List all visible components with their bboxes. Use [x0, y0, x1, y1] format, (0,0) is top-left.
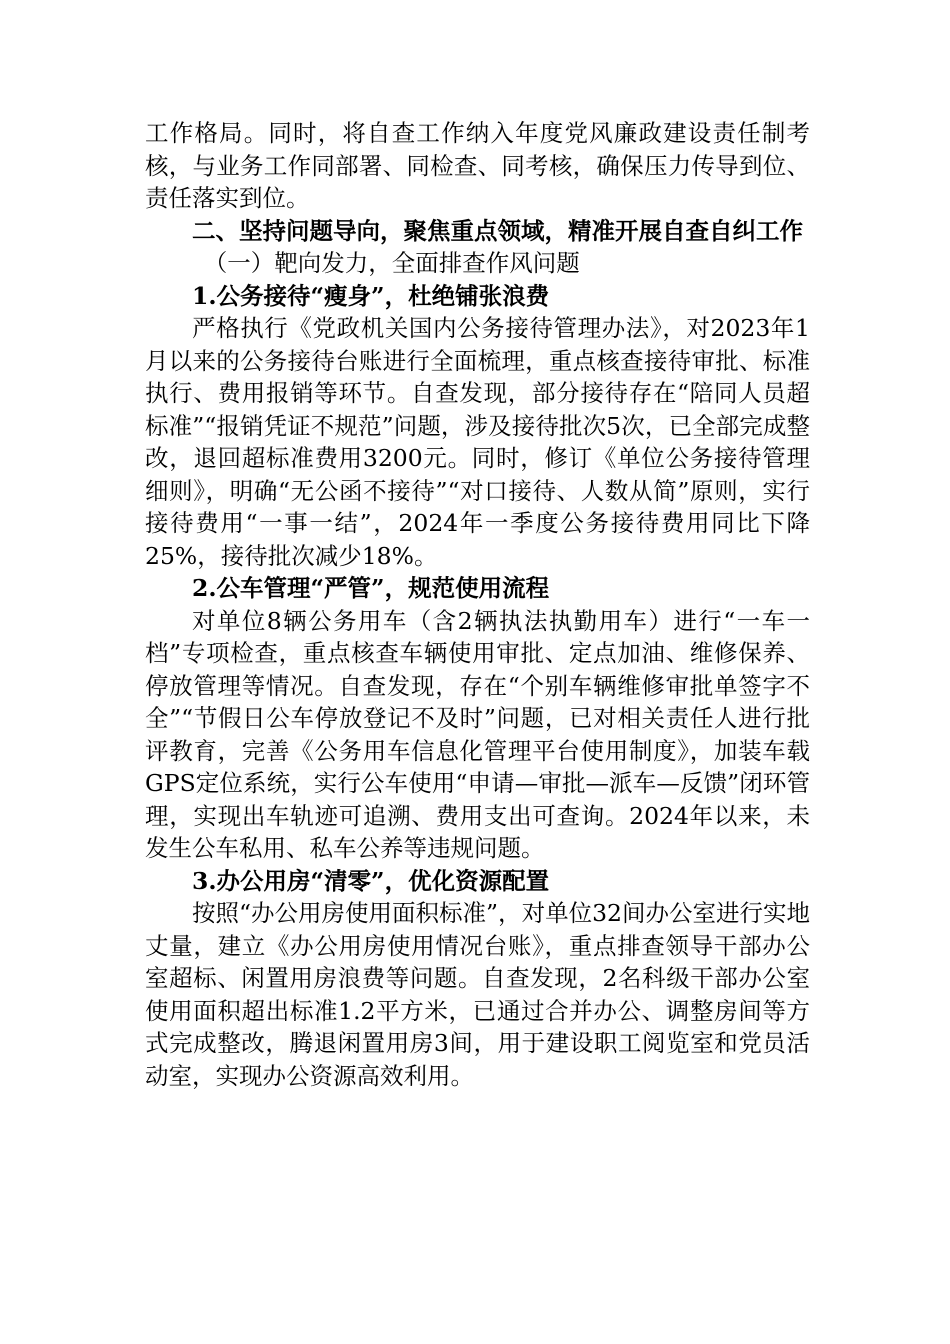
paragraph-office-space: 按照“办公用房使用面积标准”，对单位32间办公室进行实地丈量，建立《办公用房使用情况台账》，重点排查领导干部办公室超标、闲置用房浪费等问题。自查发现，2名科级干部办公室使用面积超出标准1.2平方米，已通过合并办公、调整房间等方式完成整改，腾退闲置用房3间，用于建设职工阅览室和党员活动室，实现办公资源高效利用。	[145, 899, 810, 1090]
item-heading-vehicles: 2.公车管理“严管”，规范使用流程	[192, 574, 550, 602]
paragraph-vehicles: 对单位8辆公务用车（含2辆执法执勤用车）进行“一车一档”专项检查，重点核查车辆使用审批、定点加油、维修保养、停放管理等情况。自查发现，存在“个别车辆维修审批单签字不全”“节假日公车停放登记不及时”问题，已对相关责任人进行批评教育，完善《公务用车信息化管理平台使用制度》，加装车载GPS定位系统，实行公车使用“申请—审批—派车—反馈”闭环管理，实现出车轨迹可追溯、费用支出可查询。2024年以来，未发生公车私用、私车公养等违规问题。	[145, 606, 810, 862]
section-heading: 二、坚持问题导向，聚焦重点领域，精准开展自查自纠工作	[192, 216, 803, 245]
paragraph-reception: 严格执行《党政机关国内公务接待管理办法》，对2023年1月以来的公务接待台账进行全面梳理，重点核查接待审批、标准执行、费用报销等环节。自查发现，部分接待存在“陪同人员超标准”“报销凭证不规范”问题，涉及接待批次5次，已全部完成整改，退回超标准费用3200元。同时，修订《单位公务接待管理细则》，明确“无公函不接待”“对口接待、人数从简”原则，实行接待费用“一事一结”，2024年一季度公务接待费用同比下降25%，接待批次减少18%。	[145, 314, 810, 570]
item-heading-reception: 1.公务接待“瘦身”，杜绝铺张浪费	[192, 281, 550, 310]
paragraph-continuation: 工作格局。同时，将自查工作纳入年度党风廉政建设责任制考核，与业务工作同部署、同检查、同考核，确保压力传导到位、责任落实到位。	[145, 119, 810, 212]
item-heading-office-space: 3.办公用房“清零”，优化资源配置	[192, 866, 550, 895]
subsection-heading: （一）靶向发力，全面排查作风问题	[203, 249, 580, 277]
document-body	[145, 117, 810, 1092]
